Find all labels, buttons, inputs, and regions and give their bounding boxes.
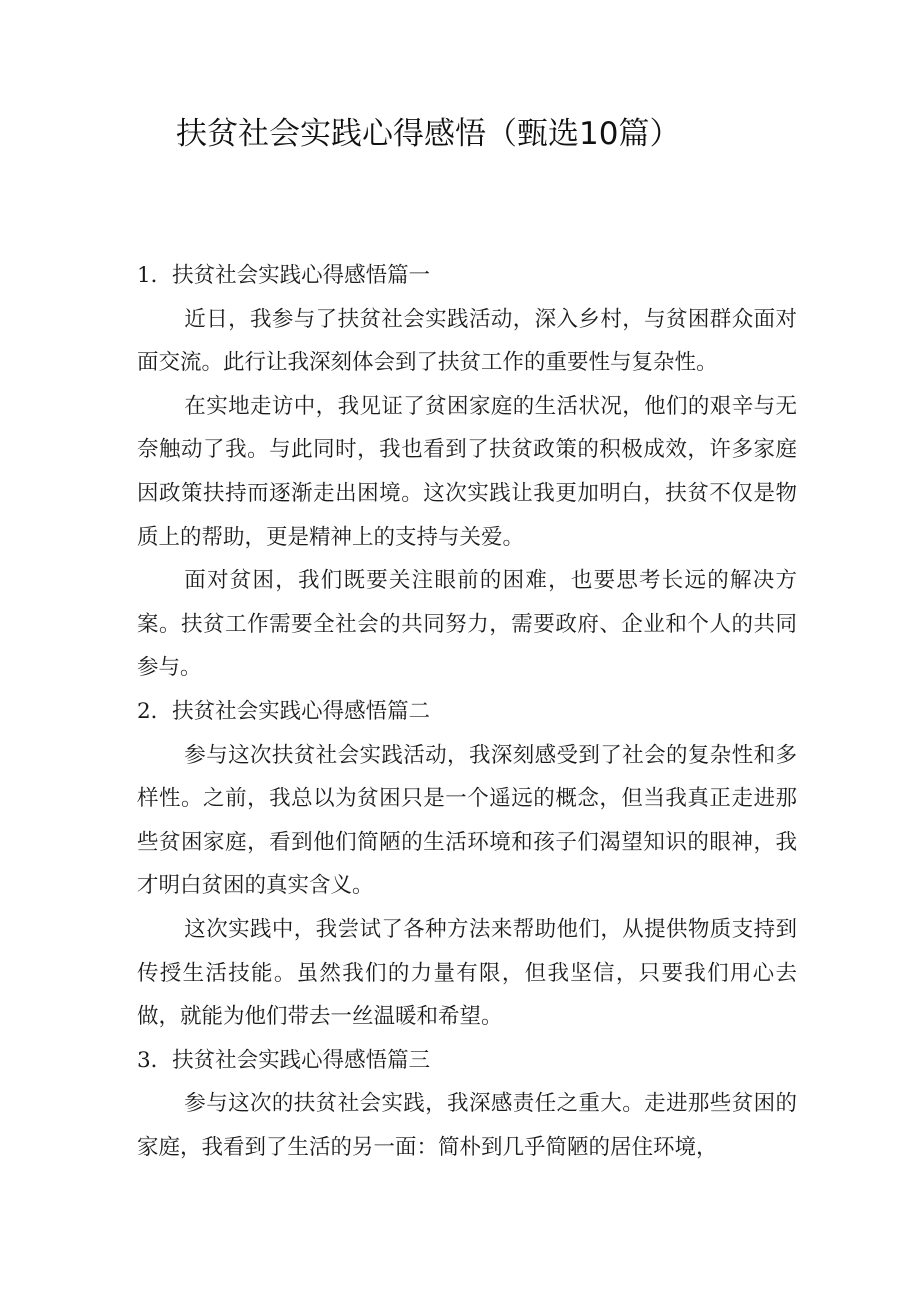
paragraph: 参与这次扶贫社会实践活动，我深刻感受到了社会的复杂性和多样性。之前，我总以为贫困只是一个遥远的概念，但当我真正走进那些贫困家庭，看到他们简陋的生活环境和孩子们渴望知识的眼神，我才明白贫困的真实含义。 xyxy=(137,742,797,899)
paragraph: 这次实践中，我尝试了各种方法来帮助他们，从提供物质支持到传授生活技能。虽然我们的力量有限，但我坚信，只要我们用心去做，就能为他们带去一丝温暖和希望。 xyxy=(137,916,797,1030)
section-heading: 1．扶贫社会实践心得感悟篇一 xyxy=(137,263,431,288)
section-heading: 2．扶贫社会实践心得感悟篇二 xyxy=(137,698,431,724)
section-heading: 3．扶贫社会实践心得感悟篇三 xyxy=(137,1047,431,1073)
document-body xyxy=(137,254,797,1169)
paragraph: 面对贫困，我们既要关注眼前的困难，也要思考长远的解决方案。扶贫工作需要全社会的共同努力，需要政府、企业和个人的共同参与。 xyxy=(137,568,797,681)
paragraph: 在实地走访中，我见证了贫困家庭的生活状况，他们的艰辛与无奈触动了我。与此同时，我也看到了扶贫政策的积极成效，许多家庭因政策扶持而逐渐走出困境。这次实践让我更加明白，扶贫不仅是物质上的帮助，更是精神上的支持与关爱。 xyxy=(137,393,797,550)
paragraph: 近日，我参与了扶贫社会实践活动，深入乡村，与贫困群众面对面交流。此行让我深刻体会到了扶贫工作的重要性与复杂性。 xyxy=(137,306,797,376)
section-1 xyxy=(137,254,797,690)
paragraph: 参与这次的扶贫社会实践，我深感责任之重大。走进那些贫困的家庭，我看到了生活的另一面：简朴到几乎简陋的居住环境， xyxy=(137,1091,797,1160)
section-3 xyxy=(137,1039,797,1170)
section-2 xyxy=(137,690,797,1039)
document-title: 扶贫社会实践心得感悟（甄选10篇） xyxy=(176,116,681,152)
